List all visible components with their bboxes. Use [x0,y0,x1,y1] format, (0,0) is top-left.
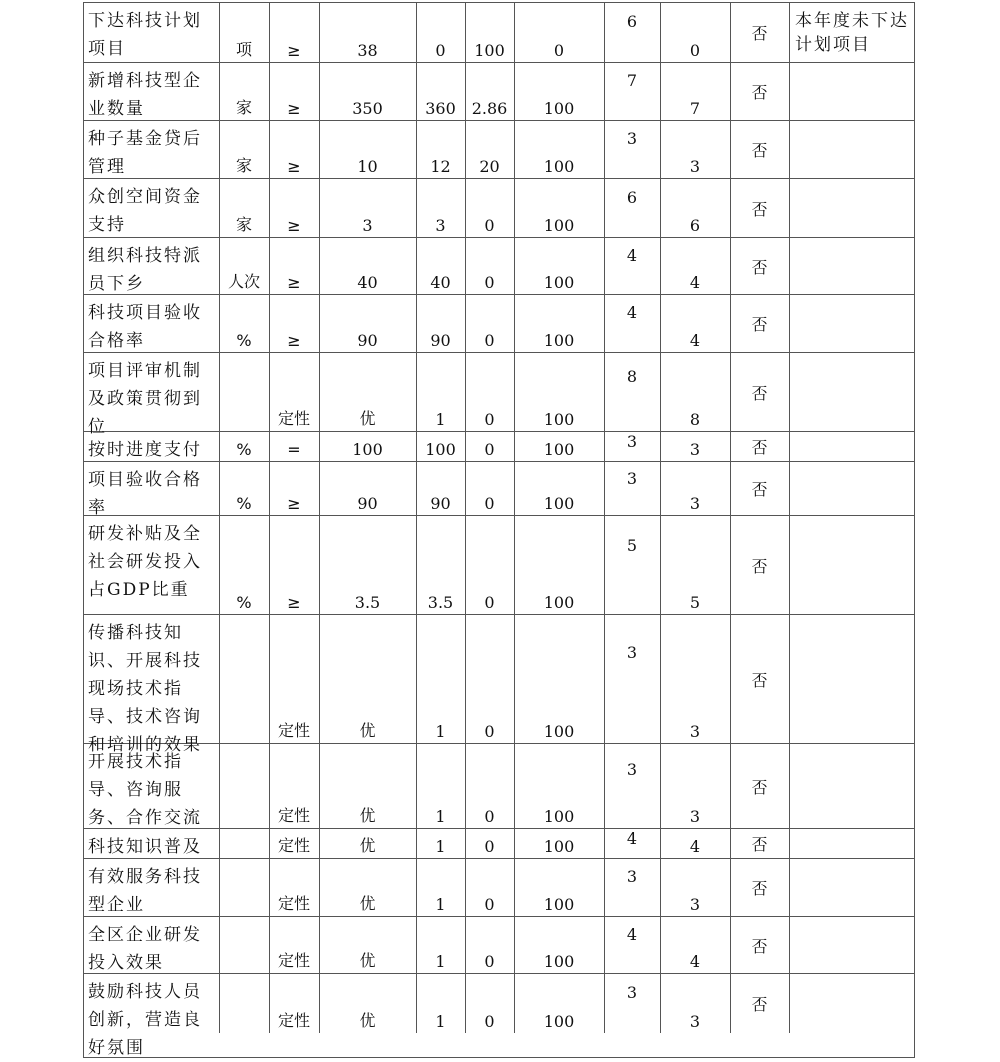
cell-score: 4 [689,837,701,856]
cell-score: 3 [689,440,701,459]
cell-score: 3 [689,807,701,826]
cell-name: 传播科技知识、开展科技现场技术指导、技术咨询和培训的效果 [88,623,202,755]
cell-target: 40 [357,273,378,292]
cell-score-pct: 100 [543,1012,575,1031]
table-row [84,121,914,179]
cell-op: 定性 [277,1011,310,1030]
cell-score: 6 [689,216,701,235]
table-row [84,63,914,121]
cell-score: 3 [689,895,701,914]
cell-remark [789,63,915,120]
cell-rate: 0 [484,410,495,429]
cell-actual: 40 [430,273,451,292]
cell-op: ≥ [287,41,301,60]
cell-remark [789,744,915,828]
cell-rate: 0 [484,952,495,971]
table-row [84,974,914,1058]
cell-unit [219,859,269,916]
cell-op: 定性 [277,951,310,970]
cell-op: 定性 [277,409,310,428]
cell-remark [789,859,915,916]
cell-actual: 1 [435,410,446,429]
performance-table [83,2,915,1058]
cell-target: 100 [352,440,383,459]
cell-deduct: 否 [751,257,768,277]
cell-rate: 0 [484,331,495,350]
cell-unit [219,917,269,973]
cell-score: 4 [689,331,701,350]
cell-name: 全区企业研发投入效果 [88,925,202,973]
cell-rate: 100 [474,41,505,60]
cell-weight: 3 [626,983,638,1002]
cell-weight: 4 [626,246,638,265]
cell-remark [789,615,915,743]
cell-actual: 1 [435,895,446,914]
cell-op: 定性 [277,806,310,825]
table-row [84,295,914,353]
cell-actual: 1 [435,807,446,826]
cell-target: 优 [359,951,376,970]
cell-op: 定性 [277,721,310,740]
cell-score-pct: 100 [543,273,575,292]
cell-deduct: 否 [751,777,768,797]
cell-unit: % [236,593,252,612]
cell-target: 优 [359,806,376,825]
cell-unit: 家 [235,98,252,117]
cell-weight: 3 [626,469,638,488]
cell-name: 开展技术指导、咨询服务、合作交流 [88,752,202,828]
cell-target: 优 [359,409,376,428]
cell-actual: 0 [435,41,446,60]
cell-rate: 0 [484,837,495,856]
cell-deduct: 否 [751,936,768,956]
cell-unit: % [236,440,252,459]
cell-deduct: 否 [751,480,768,499]
cell-deduct: 否 [751,83,768,102]
cell-deduct: 否 [751,879,768,898]
cell-score: 5 [689,593,701,612]
cell-score-pct: 100 [543,440,575,459]
cell-op: ≥ [287,157,301,176]
cell-deduct: 否 [751,556,768,576]
cell-deduct: 否 [751,315,768,334]
cell-score: 3 [689,722,701,741]
cell-name: 组织科技特派员下乡 [88,246,202,294]
cell-score: 0 [689,41,701,60]
cell-remark [789,462,915,515]
cell-remark [789,974,915,1033]
cell-rate: 0 [484,722,495,741]
cell-name: 科技项目验收合格率 [88,303,202,351]
table-row [84,859,914,917]
cell-weight: 3 [626,432,638,451]
cell-score-pct: 100 [543,722,575,741]
cell-weight: 8 [626,367,638,386]
cell-rate: 0 [484,1012,495,1031]
cell-score: 4 [689,273,701,292]
cell-deduct: 否 [751,670,768,690]
cell-rate: 0 [484,807,495,826]
table-row [84,238,914,295]
cell-name: 研发补贴及全社会研发投入占GDP比重 [88,524,202,600]
cell-name: 按时进度支付 [88,440,202,460]
cell-score: 8 [689,410,701,429]
table-row [84,615,914,755]
cell-remark [789,353,915,431]
cell-score-pct: 100 [543,593,575,612]
cell-name: 众创空间资金支持 [88,187,202,235]
cell-weight: 5 [626,536,638,555]
cell-rate: 0 [484,440,495,459]
cell-unit: % [236,331,252,350]
cell-deduct: 否 [751,383,768,403]
cell-score-pct: 100 [543,157,575,176]
cell-name: 有效服务科技型企业 [88,867,202,915]
cell-unit: 人次 [227,272,260,291]
cell-remark [789,179,915,237]
cell-deduct: 否 [751,141,768,160]
cell-weight: 4 [626,303,638,322]
cell-score-pct: 100 [543,216,575,235]
cell-score-pct: 0 [553,41,565,60]
cell-weight: 6 [626,12,638,31]
cell-actual: 90 [430,331,451,350]
cell-actual: 1 [435,722,446,741]
cell-score: 3 [689,1012,701,1031]
cell-score: 4 [689,952,701,971]
cell-name: 种子基金贷后管理 [88,129,202,177]
cell-op: ≥ [287,216,301,235]
cell-score-pct: 100 [543,494,575,513]
cell-score-pct: 100 [543,837,575,856]
cell-unit: 项 [235,40,252,59]
cell-unit [219,744,269,828]
cell-op: ≥ [287,331,301,350]
cell-actual: 90 [430,494,451,513]
cell-name: 项目验收合格率 [88,470,202,518]
table-row [84,462,914,516]
cell-op: ≥ [287,273,301,292]
cell-rate: 0 [484,494,495,513]
cell-actual: 3.5 [427,593,454,612]
cell-remark [789,238,915,294]
cell-unit [219,353,269,431]
cell-weight: 3 [626,760,638,779]
cell-remark [789,917,915,973]
cell-weight: 6 [626,188,638,207]
cell-remark [789,121,915,178]
cell-target: 优 [359,721,376,740]
cell-score: 3 [689,157,701,176]
cell-weight: 3 [626,643,638,662]
cell-score-pct: 100 [543,99,575,118]
cell-remark [789,516,915,614]
cell-rate: 0 [484,593,495,612]
cell-rate: 20 [479,157,500,176]
table-row [84,516,914,615]
cell-target: 3 [362,216,373,235]
cell-target: 350 [352,99,383,118]
cell-name: 项目评审机制及政策贯彻到位 [88,361,202,437]
cell-score: 7 [689,99,701,118]
cell-target: 优 [359,1011,376,1030]
cell-score-pct: 100 [543,807,575,826]
cell-weight: 4 [626,925,638,944]
cell-actual: 360 [425,99,456,118]
table-row [84,744,914,829]
cell-deduct: 否 [751,199,768,219]
cell-op: 定性 [277,894,310,913]
cell-actual: 12 [430,157,451,176]
table-row [84,353,914,437]
cell-op: ≥ [287,494,301,513]
cell-actual: 1 [435,837,446,856]
cell-rate: 0 [484,273,495,292]
cell-target: 10 [357,157,378,176]
cell-score-pct: 100 [543,952,575,971]
cell-score: 3 [689,494,701,513]
cell-op: ≥ [287,99,301,118]
cell-actual: 1 [435,952,446,971]
cell-remark [789,829,915,858]
cell-target: 38 [357,41,378,60]
cell-remark [789,295,915,352]
table-row [84,829,914,859]
cell-deduct: 否 [751,995,768,1014]
cell-remark: 本年度未下达计划项目 [795,11,909,55]
cell-deduct: 否 [751,438,768,457]
cell-unit [219,829,269,858]
cell-target: 优 [359,894,376,913]
cell-rate: 0 [484,895,495,914]
cell-unit [219,974,269,1033]
cell-weight: 3 [626,129,638,148]
cell-score-pct: 100 [543,331,575,350]
cell-rate: 0 [484,216,495,235]
cell-weight: 3 [626,867,638,886]
cell-unit: % [236,494,252,513]
cell-score-pct: 100 [543,410,575,429]
cell-target: 优 [359,836,376,855]
cell-op: 定性 [277,836,310,855]
cell-name: 鼓励科技人员创新，营造良好氛围 [88,982,202,1058]
cell-deduct: 否 [751,835,768,854]
cell-score-pct: 100 [543,895,575,914]
table-row [84,179,914,238]
cell-actual: 3 [435,216,446,235]
table-row [84,917,914,974]
cell-unit: 家 [235,215,252,234]
cell-actual: 100 [425,440,456,459]
cell-target: 3.5 [354,593,381,612]
cell-target: 90 [357,494,378,513]
cell-remark [789,432,915,461]
cell-op: ≥ [287,593,301,612]
cell-name: 新增科技型企业数量 [88,71,202,119]
cell-name: 科技知识普及 [88,837,202,857]
cell-op: = [287,440,301,459]
cell-name: 下达科技计划项目 [88,11,202,59]
table-row [84,432,914,462]
cell-unit [219,615,269,743]
cell-weight: 7 [626,71,638,90]
cell-weight: 4 [626,829,638,848]
table-row [84,3,914,63]
cell-deduct: 否 [751,24,768,43]
cell-unit: 家 [235,156,252,175]
cell-actual: 1 [435,1012,446,1031]
cell-rate: 2.86 [471,99,508,118]
cell-target: 90 [357,331,378,350]
